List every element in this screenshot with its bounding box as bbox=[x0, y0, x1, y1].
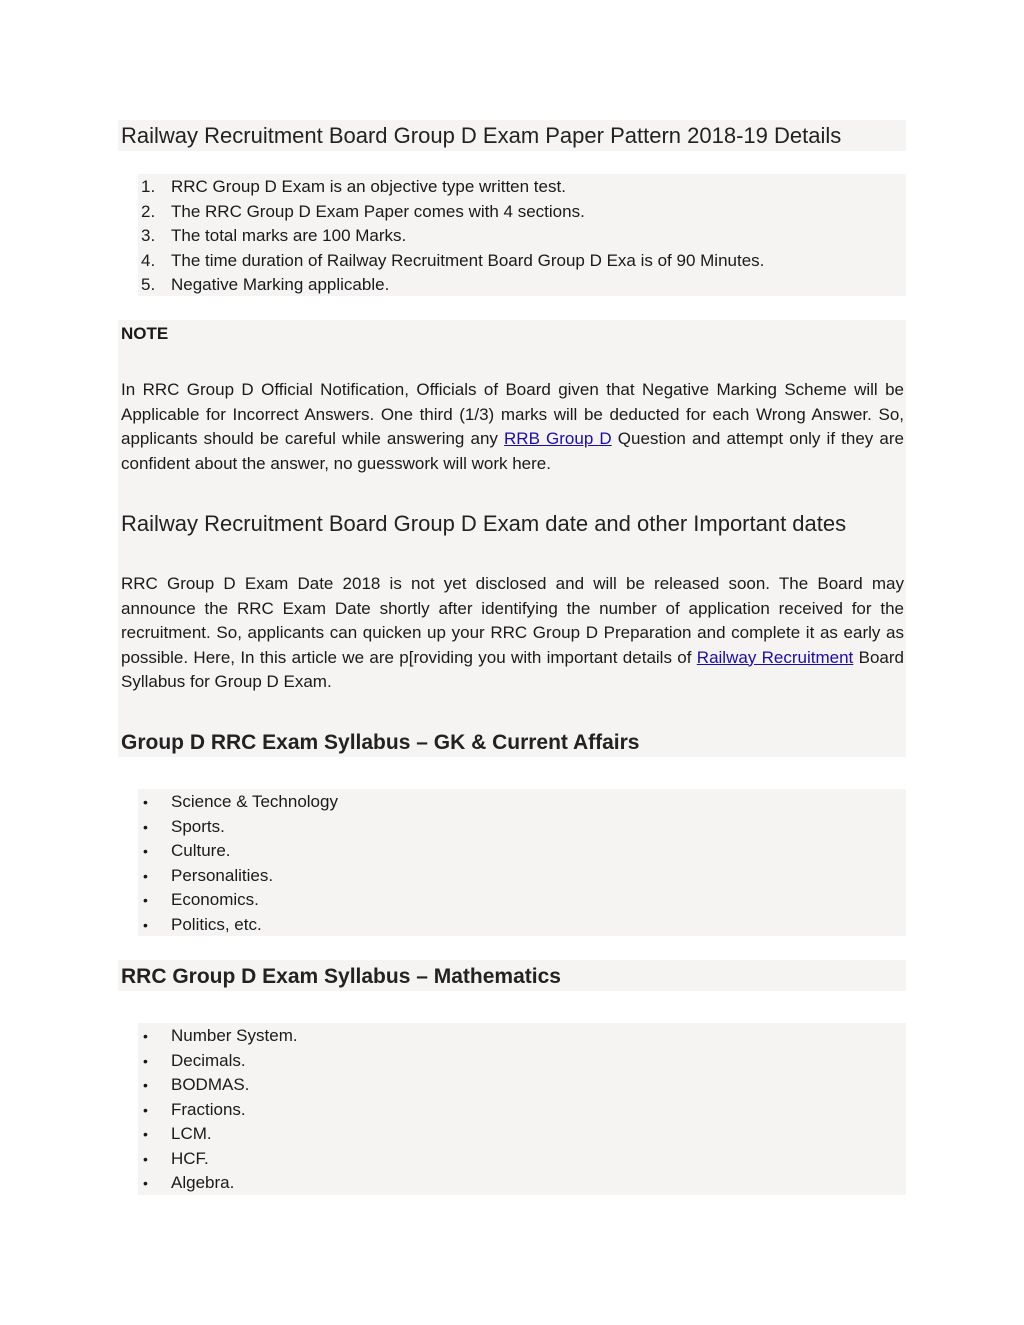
math-syllabus-heading: RRC Group D Exam Syllabus – Mathematics bbox=[121, 965, 561, 988]
exam-pattern-heading: Railway Recruitment Board Group D Exam Paper Pattern 2018-19 Details bbox=[121, 123, 842, 148]
list-item: • HCF. bbox=[138, 1147, 906, 1172]
gk-syllabus-heading: Group D RRC Exam Syllabus – GK & Current Affairs bbox=[121, 731, 640, 754]
bullet-icon: • bbox=[143, 818, 148, 835]
list-item: • Personalities. bbox=[138, 864, 906, 889]
bullet-icon: • bbox=[143, 1126, 148, 1142]
list-item: • Economics. bbox=[138, 888, 906, 913]
math-syllabus-list bbox=[138, 1024, 906, 1196]
bullet-icon: • bbox=[143, 916, 148, 933]
note-label: NOTE bbox=[121, 324, 169, 343]
bullet-icon: • bbox=[143, 1101, 148, 1118]
list-item: 5. Negative Marking applicable. bbox=[141, 275, 390, 294]
bullet-icon: • bbox=[143, 794, 148, 810]
gk-syllabus-list bbox=[138, 790, 906, 937]
note-paragraph: In RRC Group D Official Notification, Officials of Board given that Negative Marking Scheme will be Applicable for Incorrect Answers. One third (1/3) marks will be deducted for each Wrong Answer. So, applicants should be careful while answering any RRB Group D Question and attempt only if they are confident about the answer, no guesswork will work here. bbox=[121, 380, 904, 473]
list-item: 3. The total marks are 100 Marks. bbox=[141, 226, 407, 245]
exam-dates-paragraph: RRC Group D Exam Date 2018 is not yet disclosed and will be released soon. The Board may announce the RRC Exam Date shortly after identifying the number of application received for the recruitment. So, applicants can quicken up your RRC Group D Preparation and complete it as early as possible. Here, In this article we are p[roviding you with important details of Railway Recruitment Board Syllabus for Group D Exam. bbox=[121, 574, 904, 691]
list-item: • Number System. bbox=[138, 1024, 906, 1049]
list-item: • Culture. bbox=[138, 839, 906, 864]
exam-dates-heading: Railway Recruitment Board Group D Exam date and other Important dates bbox=[121, 511, 847, 536]
list-item: 4. The time duration of Railway Recruitment Board Group D Exa is of 90 Minutes. bbox=[141, 250, 765, 270]
bullet-icon: • bbox=[143, 1052, 148, 1069]
list-item: • Algebra. bbox=[138, 1171, 906, 1196]
railway-recruitment-link[interactable]: Railway Recruitment bbox=[696, 647, 854, 667]
bullet-icon: • bbox=[143, 1077, 148, 1093]
list-item: 1. RRC Group D Exam is an objective type written test. bbox=[141, 177, 566, 196]
list-item: 2. The RRC Group D Exam Paper comes with 4 sections. bbox=[141, 201, 585, 221]
list-item: • BODMAS. bbox=[138, 1073, 906, 1098]
exam-pattern-list bbox=[138, 175, 906, 298]
bullet-icon: • bbox=[143, 1150, 148, 1167]
list-item: • Politics, etc. bbox=[138, 913, 906, 938]
list-item: • Decimals. bbox=[138, 1049, 906, 1074]
list-item: • Sports. bbox=[138, 815, 906, 840]
list-item: • Fractions. bbox=[138, 1098, 906, 1123]
list-item: • Science & Technology bbox=[138, 790, 906, 815]
bullet-icon: • bbox=[143, 1028, 148, 1044]
bullet-icon: • bbox=[143, 892, 148, 908]
rrb-group-d-link[interactable]: RRB Group D bbox=[504, 429, 612, 448]
bullet-icon: • bbox=[143, 1175, 148, 1191]
bullet-icon: • bbox=[143, 843, 148, 859]
list-item: • LCM. bbox=[138, 1122, 906, 1147]
bullet-icon: • bbox=[143, 867, 148, 884]
